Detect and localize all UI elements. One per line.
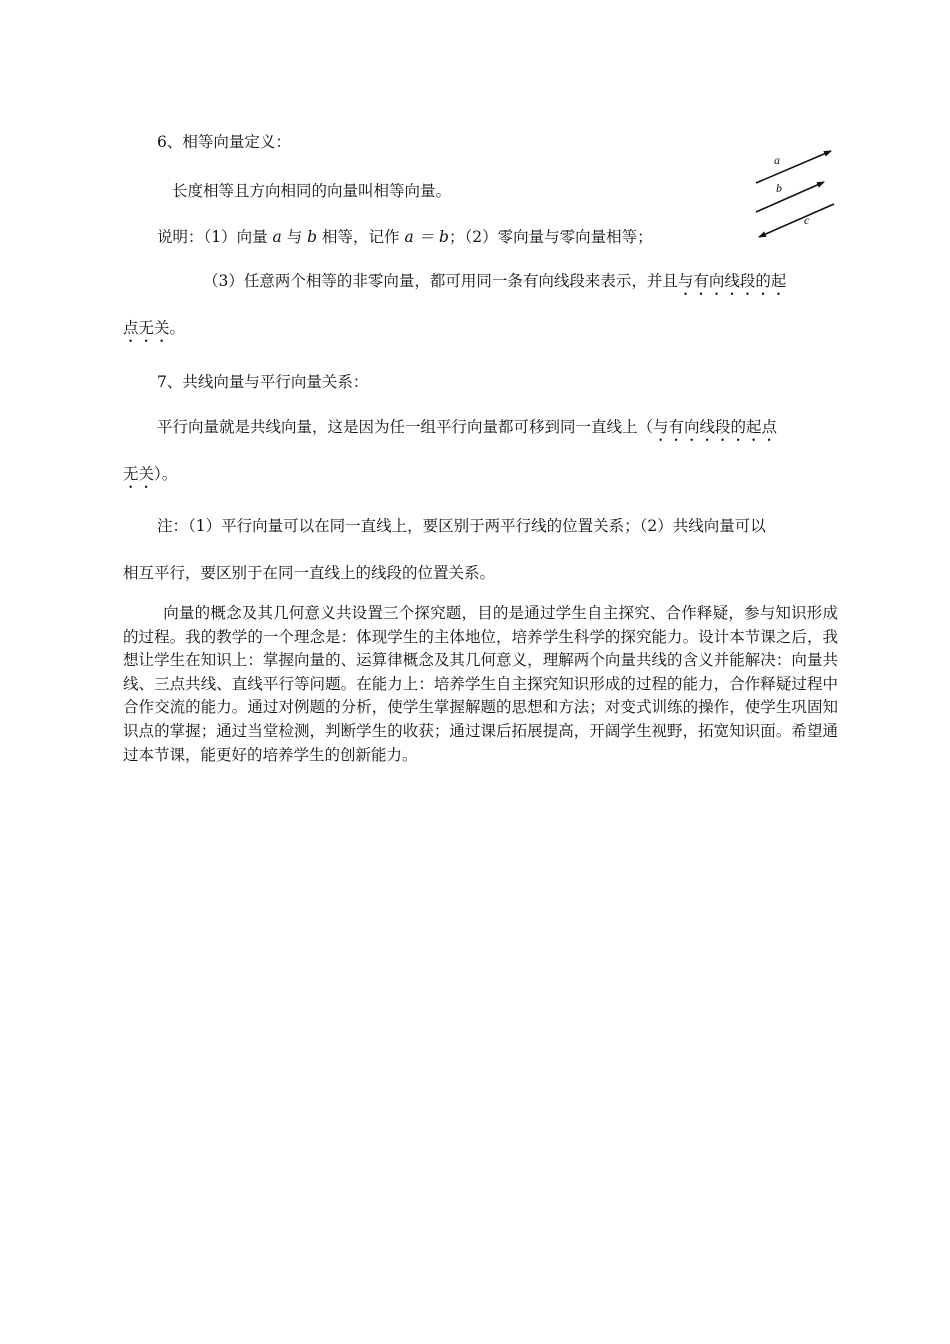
vector-a-arrow <box>756 151 831 183</box>
section-6-heading: 6、相等向量定义： <box>157 133 291 151</box>
note-text: （3）任意两个相等的非零向量，都可用同一条有向线段来表示，并且 <box>203 272 678 290</box>
vector-a-label: a <box>774 153 780 167</box>
vector-c-label: c <box>804 213 810 227</box>
emphasized-text: 与有向线段的起点 <box>653 418 778 436</box>
section-7-note-line-2: 相互平行，要区别于在同一直线上的线段的位置关系。 <box>123 564 496 582</box>
equal-vector-definition: 长度相等且方向相同的向量叫相等向量。 <box>172 182 452 200</box>
note-text: 说明：（1）向量 <box>157 228 273 246</box>
vector-b-label: b <box>776 181 782 195</box>
emphasized-text: 点无关 <box>123 319 170 337</box>
equal-vector-note <box>157 226 653 248</box>
collinear-parallel-text-cont <box>123 463 177 492</box>
emphasized-text: 无关 <box>123 465 155 483</box>
emphasized-text: 与有向线段的起 <box>677 272 787 290</box>
body-text: ）。 <box>154 465 178 483</box>
vector-b-arrow <box>756 182 824 212</box>
summary-paragraph: 向量的概念及其几何意义共设置三个探究题，目的是通过学生自主探究、合作释疑，参与知识形成的过程。我的教学的一个理念是：体现学生的主体地位，培养学生科学的探究能力。设计本节课之后，我想让学生在知识上：掌握向量的、运算律概念及其几何意义，理解两个向量共线的含义并能解决：向量共线、三点共线、直线平行等问题。在能力上：培养学生自主探究知识形成的过程的能力，合作释疑过程中合作交流的能力。通过对例题的分析，使学生掌握解题的思想和方法；对变式训练的操作，使学生巩固知识点的掌握；通过当堂检测，判断学生的收获；通过课后拓展提高，开阔学生视野，拓宽知识面。希望通过本节课，能更好的培养学生的创新能力。 <box>123 604 838 764</box>
equal-vectors-figure <box>752 145 838 241</box>
var-b: b <box>307 228 318 246</box>
section-7-note-line-1: 注：（1）平行向量可以在同一直线上，要区别于两平行线的位置关系；（2）共线向量可以 <box>157 517 766 535</box>
note-text: ；（2）零向量与零向量相等； <box>448 228 653 246</box>
equal-vector-note-3-cont <box>123 317 185 346</box>
equation: a ＝ b <box>404 228 449 246</box>
var-a: a <box>272 228 282 246</box>
section-7-heading: 7、共线向量与平行向量关系： <box>157 373 369 391</box>
note-text: 与 <box>281 228 308 246</box>
vector-c-arrow <box>759 204 834 237</box>
note-text: 相等，记作 <box>317 228 405 246</box>
note-text: 。 <box>169 319 186 337</box>
collinear-parallel-text <box>157 416 777 445</box>
body-text: 平行向量就是共线向量，这是因为任一组平行向量都可移到同一直线上（ <box>157 418 654 436</box>
equal-vector-note-3 <box>203 270 786 299</box>
